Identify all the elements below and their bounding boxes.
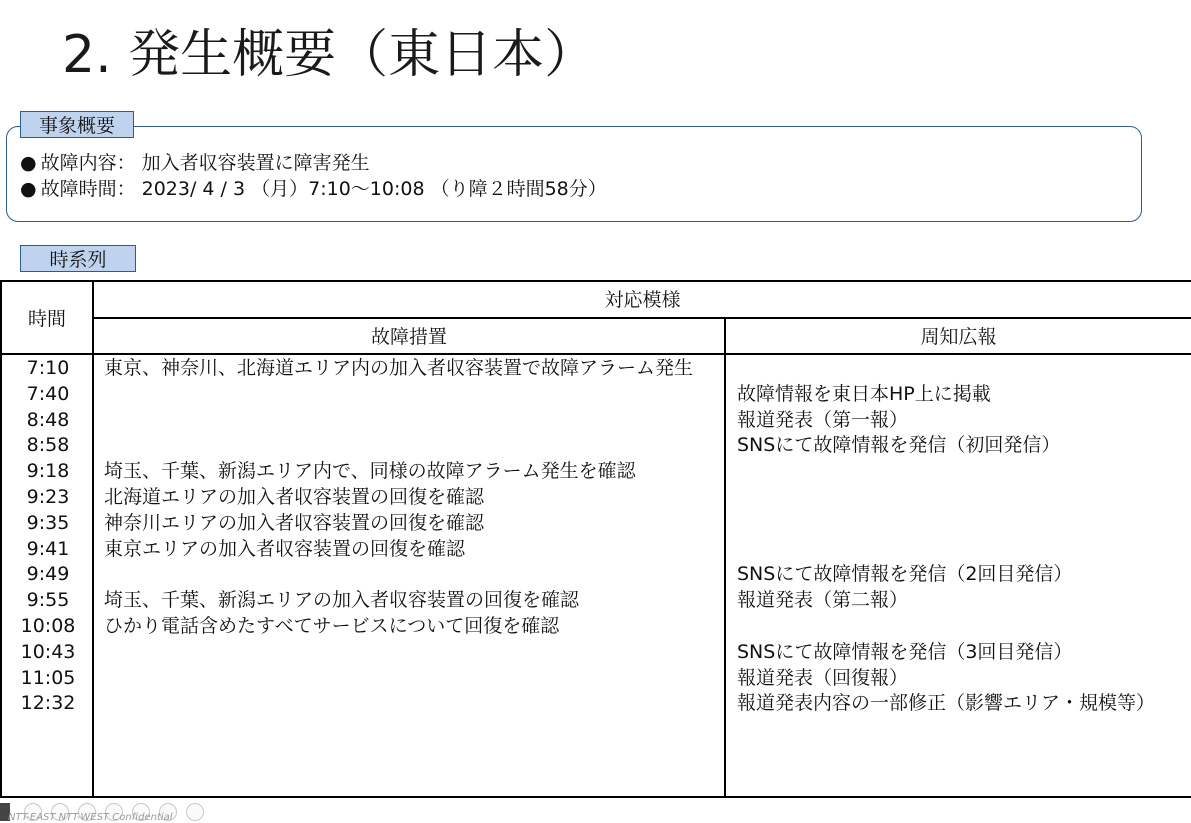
- time-cell: 10:08: [20, 614, 76, 637]
- summary-line-fault-content: [20, 151, 370, 175]
- header-action: 故障措置: [370, 326, 447, 348]
- summary-line-text: 故障内容： 加入者収容装置に障害発生: [40, 152, 370, 174]
- notice-cell: 報道発表（第一報）: [737, 408, 909, 431]
- action-cell: [104, 408, 693, 434]
- time-cell: 9:49: [26, 563, 70, 586]
- action-cell: [104, 433, 693, 459]
- timeline-table: [0, 280, 1191, 798]
- notice-cell: SNSにて故障情報を発信（初回発信）: [737, 434, 1061, 457]
- action-cell: 埼玉、千葉、新潟エリア内で、同様の故障アラーム発生を確認: [104, 460, 636, 483]
- time-column: [2, 356, 94, 717]
- notice-column: [737, 356, 1155, 717]
- time-cell: 9:18: [26, 460, 70, 483]
- notice-cell: SNSにて故障情報を発信（2回目発信）: [737, 563, 1073, 586]
- time-cell: 9:55: [26, 589, 70, 612]
- time-cell: 7:40: [26, 382, 70, 405]
- action-column: [104, 356, 693, 717]
- action-cell: [104, 640, 693, 666]
- time-cell: 9:41: [26, 537, 70, 560]
- time-cell: 7:10: [26, 357, 70, 379]
- notice-cell: 故障情報を東日本HP上に掲載: [737, 382, 991, 405]
- timeline-tag: 時系列: [20, 245, 136, 272]
- notice-cell: SNSにて故障情報を発信（3回目発信）: [737, 640, 1073, 663]
- time-cell: 12:32: [20, 692, 76, 715]
- action-cell: [104, 666, 693, 692]
- time-cell: 8:58: [26, 434, 70, 457]
- summary-line-fault-time: [20, 177, 607, 201]
- action-cell: [104, 562, 693, 588]
- header-response: 対応模様: [604, 289, 681, 311]
- page-title: 2. 発生概要（東日本）: [62, 25, 597, 85]
- notice-cell: [737, 537, 1155, 563]
- header-time: 時間: [27, 308, 66, 330]
- action-cell: ひかり電話含めたすべてサービスについて回復を確認: [104, 614, 560, 637]
- action-cell: 北海道エリアの加入者収容装置の回復を確認: [104, 485, 485, 508]
- time-cell: 9:35: [26, 511, 70, 534]
- notice-cell: [737, 485, 1155, 511]
- summary-line-text: 故障時間： 2023/ 4 / 3 （月）7:10～10:08 （り障２時間58分）: [40, 178, 607, 200]
- bullet-icon: ●: [20, 152, 37, 174]
- table-header-split: [92, 317, 1191, 319]
- header-notice: 周知広報: [920, 326, 997, 348]
- action-cell: [104, 691, 693, 717]
- time-cell: 10:43: [20, 640, 76, 663]
- more-options-icon[interactable]: [186, 803, 204, 821]
- action-cell: 東京エリアの加入者収容装置の回復を確認: [104, 537, 466, 560]
- action-cell: 埼玉、千葉、新潟エリアの加入者収容装置の回復を確認: [104, 589, 580, 612]
- notice-cell: [737, 459, 1155, 485]
- confidential-footer: NTT-EAST NTT-WEST Confidential: [8, 812, 173, 823]
- notice-cell: 報道発表内容の一部修正（影響エリア・規模等）: [737, 692, 1156, 715]
- table-border-top: [0, 280, 1191, 282]
- notice-cell: [737, 511, 1155, 537]
- action-cell: 東京、神奈川、北海道エリア内の加入者収容装置で故障アラーム発生: [104, 357, 694, 379]
- bullet-icon: ●: [20, 178, 37, 200]
- notice-cell: [737, 356, 1155, 382]
- time-cell: 8:48: [26, 408, 70, 431]
- notice-cell: [737, 614, 1155, 640]
- table-header-bottom: [0, 353, 1191, 355]
- table-border-bottom: [0, 796, 1191, 798]
- time-cell: 11:05: [20, 666, 76, 689]
- table-divider-notice: [724, 318, 726, 798]
- summary-tag: 事象概要: [20, 111, 134, 138]
- notice-cell: 報道発表（第二報）: [737, 589, 909, 612]
- time-cell: 9:23: [26, 485, 70, 508]
- action-cell: 神奈川エリアの加入者収容装置の回復を確認: [104, 511, 485, 534]
- action-cell: [104, 382, 693, 408]
- notice-cell: 報道発表（回復報）: [737, 666, 909, 689]
